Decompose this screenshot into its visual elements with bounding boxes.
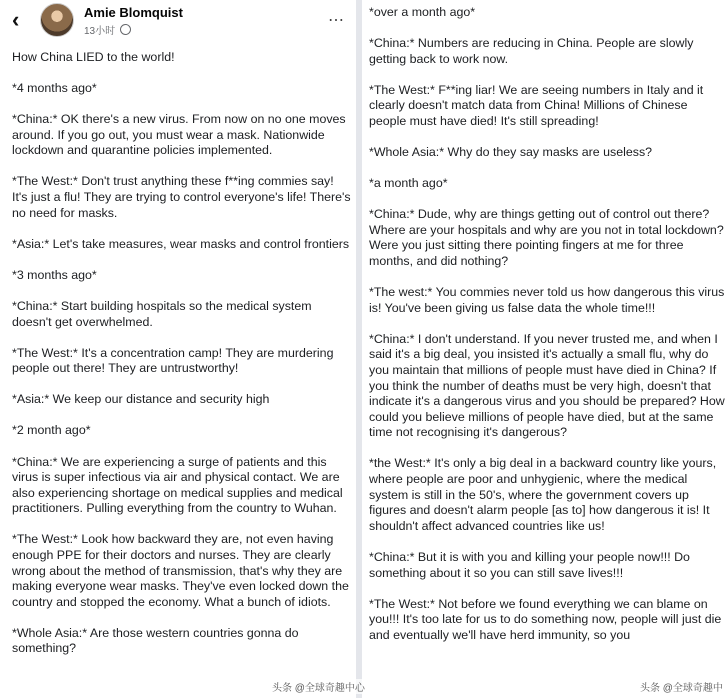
post-paragraph: *The West:* F**ing liar! We are seeing numbers in Italy and it clearly doesn't match data from China! Millions of Chinese people must have died! It's still spreading! <box>369 82 704 128</box>
post-paragraph: *China:* Start building hospitals so the medical system doesn't get overwhelmed. <box>12 298 312 329</box>
post-paragraph: *Whole Asia:* Are those western countries gonna do something? <box>12 625 299 656</box>
post-text-right <box>369 5 725 659</box>
post-text-left <box>12 50 352 673</box>
post-paragraph: *The west:* You commies never told us how dangerous this virus is! You've been giving us false data the whole time!!! <box>369 285 725 315</box>
right-post-panel <box>362 0 728 698</box>
chevron-left-icon[interactable]: ‹ <box>12 7 20 32</box>
post-paragraph: *3 months ago* <box>12 267 97 282</box>
post-paragraph: *over a month ago* <box>369 5 476 19</box>
watermark-left: 头条 @全球奇趣中心 <box>272 679 365 694</box>
left-post-panel <box>0 0 356 698</box>
watermark-right: 头条 @全球奇趣中 <box>640 679 723 694</box>
more-dots-icon[interactable]: ⋯ <box>328 12 345 29</box>
post-paragraph: *Whole Asia:* Why do they say masks are useless? <box>369 145 653 160</box>
post-paragraph: *China:* Numbers are reducing in China. People are slowly getting back to work now. <box>369 36 694 66</box>
post-paragraph: *China:* OK there's a new virus. From now on no one moves around. If you go out, you must wear a mask. Nationwide lockdown and quarantine policies implemented. <box>12 112 346 158</box>
post-paragraph: *China:* But it is with you and killing your people now!!! Do something about it so you can still save lives!!! <box>369 549 690 580</box>
post-paragraph: *The West:* Don't trust anything these f**ing commies say! It's just a flu! They are trying to control everyone's life! There's no need for masks. <box>12 174 351 220</box>
post-paragraph: *Asia:* Let's take measures, wear masks and control frontiers <box>12 236 350 251</box>
post-paragraph: *4 months ago* <box>12 81 97 96</box>
post-paragraph: *2 month ago* <box>12 423 91 438</box>
globe-icon <box>120 24 131 35</box>
post-header <box>0 0 356 44</box>
post-paragraph: *The West:* Look how backward they are, not even having enough PPE for their doctors and nurses. They are clearly wrong about the method of transmission, that's why they are making everyone wear masks. They've even locked down the country and stopped the economy. What a bunch of idiots. <box>12 532 349 609</box>
post-paragraph: *The West:* Not before we found everything we can blame on you!!! It's too late for us to do something now, people will just die and eventually we'll have herd immunity, so you <box>369 596 722 642</box>
post-paragraph: *The West:* It's a concentration camp! They are murdering people out there! They are untrustworthy! <box>12 345 334 376</box>
avatar[interactable] <box>40 3 74 37</box>
author-name[interactable]: Amie Blomquist <box>84 5 183 20</box>
post-time: 13小时 <box>84 26 116 37</box>
post-paragraph: *China:* We are experiencing a surge of patients and this virus is super infectious via air and physical contact. We are also experiencing shortage on medical supplies and medical practitioners. Pulling everything from the country to Wuhan. <box>12 454 343 516</box>
post-paragraph: *a month ago* <box>369 176 448 191</box>
post-paragraph: *China:* I don't understand. If you never trusted me, and when I said it's a big deal, you insisted it's actually a small flu, why do you maintain that millions of people must have died in China? If you think the number of deaths must be very high, doesn't that indicate it's a dangerous virus and you should be prepared? How could you believe millions of people have died, but at the same time not recognising it's dangerous? <box>369 331 725 440</box>
post-paragraph: How China LIED to the world! <box>12 50 175 64</box>
post-paragraph: *the West:* It's only a big deal in a backward country like yours, where people are poor and unhygienic, where the medical system is still in the 50's, where the government covers up figures and doesn't alarm people [as to] how dangerous it is! It shouldn't affect advanced countries like us! <box>369 456 717 533</box>
post-paragraph: *China:* Dude, why are things getting out of control out there? Where are your hospitals and why are you not in total lockdown? Were you just sitting there pointing fingers at me for three months, and did nothing? <box>369 207 724 269</box>
post-paragraph: *Asia:* We keep our distance and security high <box>12 392 270 407</box>
post-meta <box>84 22 131 37</box>
